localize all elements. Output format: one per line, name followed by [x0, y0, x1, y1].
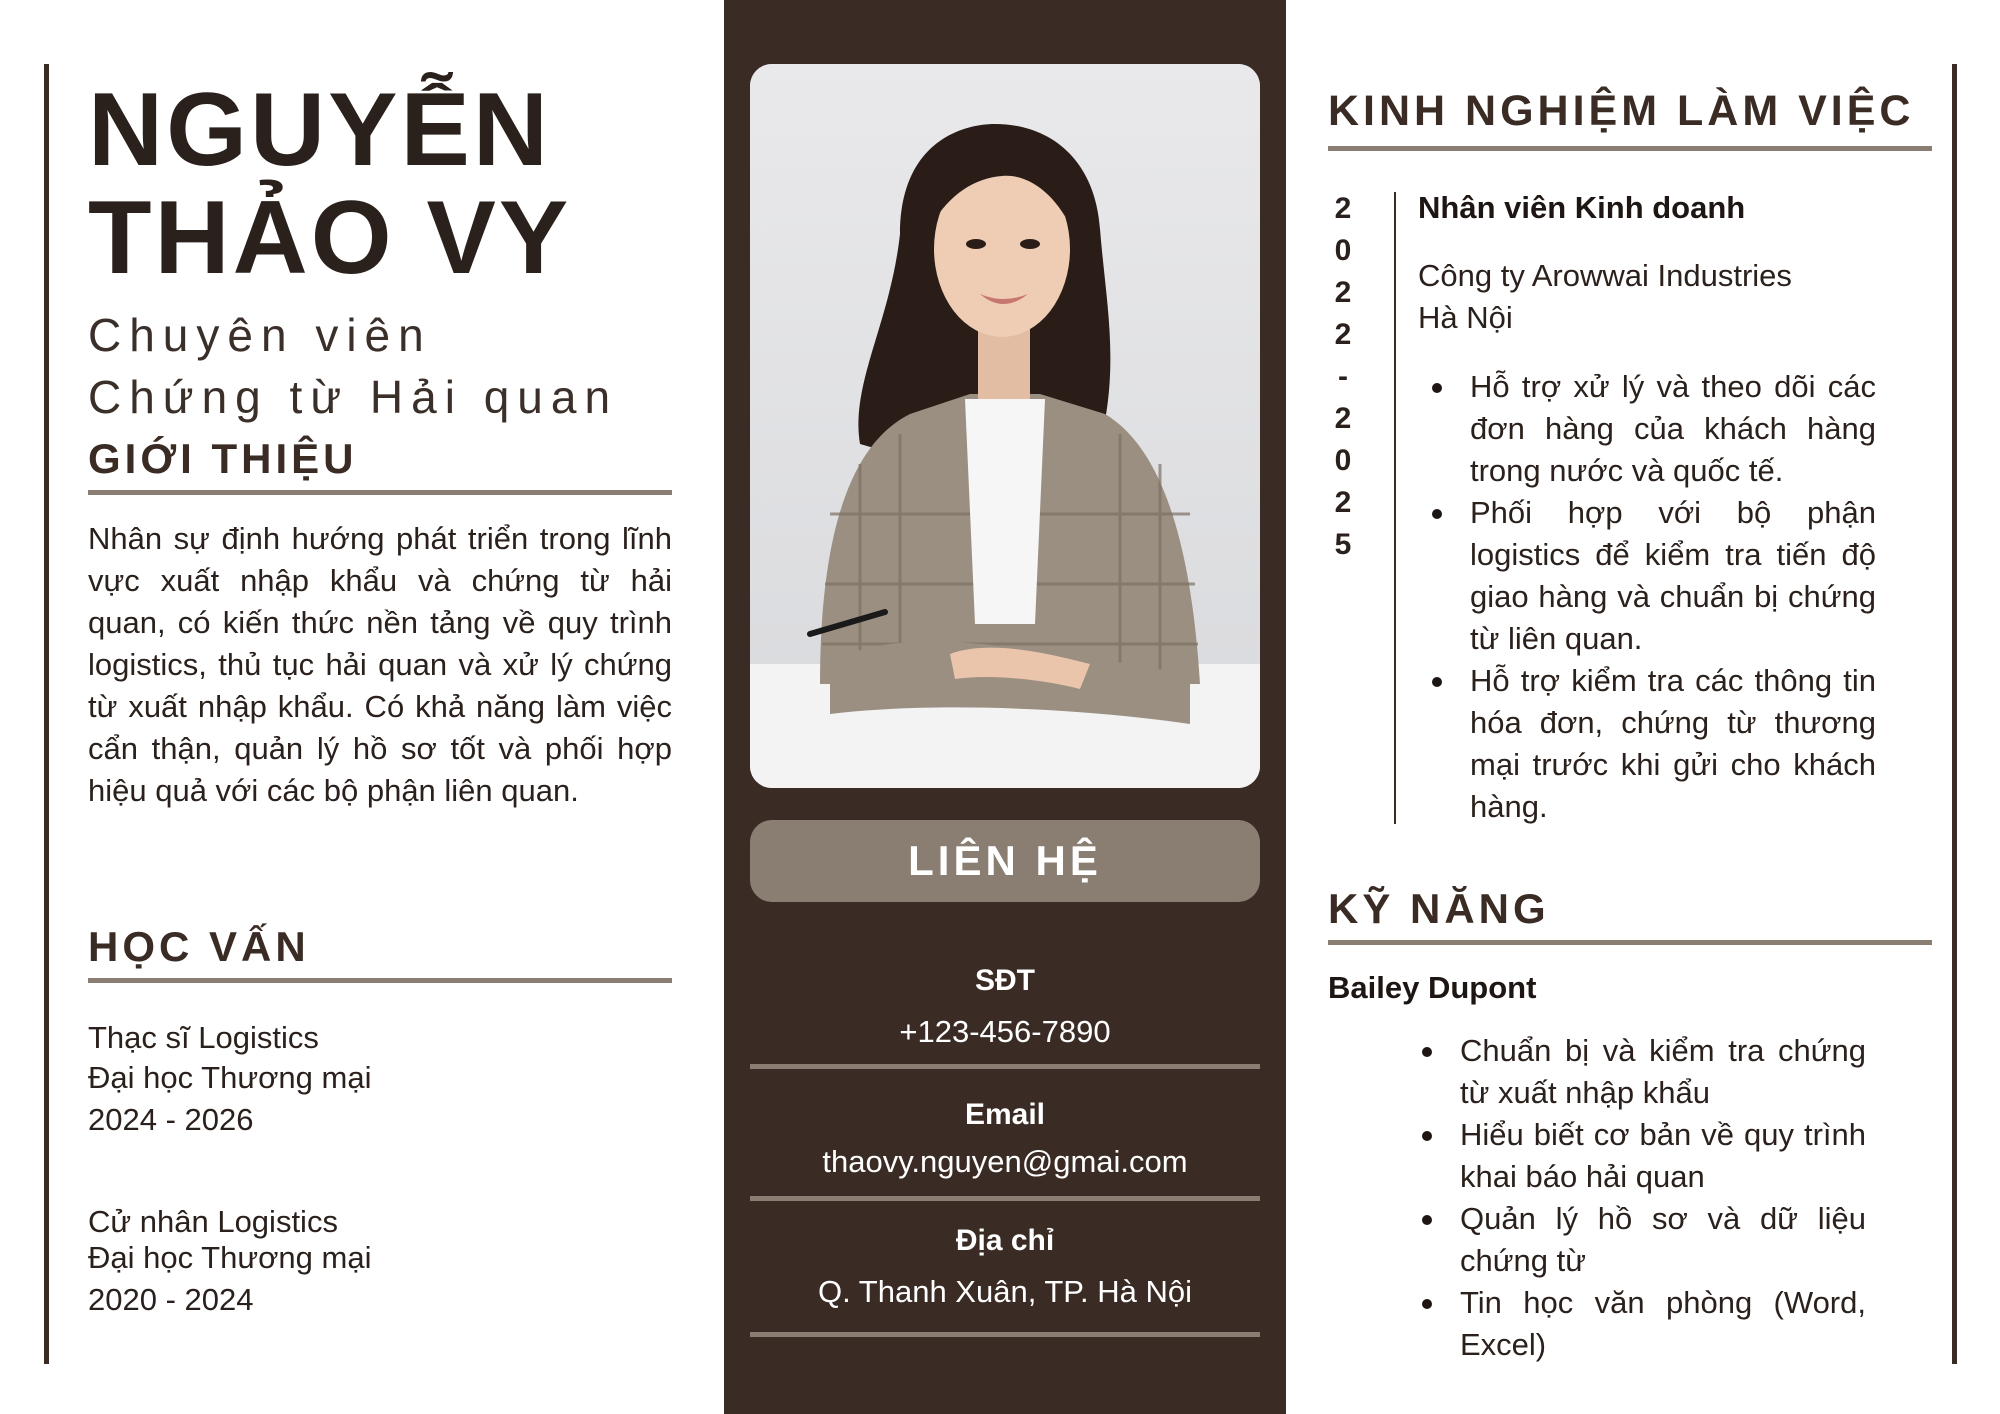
year-char: 2 — [1334, 318, 1352, 351]
skills-subtitle: Bailey Dupont — [1328, 970, 1537, 1005]
intro-text: Nhân sự định hướng phát triển trong lĩnh vực xuất nhập khẩu và chứng từ hải quan, có kiến thức nền tảng về quy trình logistics, thủ tục hải quan và xử lý chứng từ xuất nhập khẩu. Có khả năng làm việc cẩn thận, quản lý hồ sơ tốt và phối hợp hiệu quả với các bộ phận liên quan. — [88, 521, 672, 808]
job-title: Nhân viên Kinh doanh — [1418, 190, 1746, 225]
year-char: 2 — [1334, 486, 1352, 519]
skills-title: KỸ NĂNG — [1328, 885, 1550, 932]
experience-title: KINH NGHIỆM LÀM VIỆC — [1328, 87, 1915, 135]
phone-value[interactable]: +123-456-7890 — [899, 1014, 1111, 1049]
list-item: Hỗ trợ xử lý và theo dõi các đơn hàng của khách hàng trong nước và quốc tế. — [1418, 366, 1876, 492]
contact-header: LIÊN HỆ — [750, 820, 1260, 902]
contact-divider — [750, 1332, 1260, 1337]
role-line-1: Chuyên viên — [88, 309, 432, 361]
list-item: Chuẩn bị và kiểm tra chứng từ xuất nhập khẩu — [1408, 1030, 1866, 1114]
list-item: Hỗ trợ kiểm tra các thông tin hóa đơn, chứng từ thương mại trước khi gửi cho khách hàng. — [1418, 660, 1876, 828]
education-degree: Thạc sĩ Logistics — [88, 1020, 319, 1055]
year-char: 2 — [1334, 192, 1352, 225]
list-item: Phối hợp với bộ phận logistics để kiểm tra tiến độ giao hàng và chuẩn bị chứng từ liên quan. — [1418, 492, 1876, 660]
email-value[interactable]: thaovy.nguyen@gmai.com — [822, 1144, 1188, 1179]
role-line-2: Chứng từ Hải quan — [88, 371, 619, 423]
skills-rule — [1328, 940, 1932, 945]
contact-divider — [750, 1196, 1260, 1201]
profile-photo — [750, 64, 1260, 788]
job-location: Hà Nội — [1418, 300, 1513, 335]
list-item: Quản lý hồ sơ và dữ liệu chứng từ — [1408, 1198, 1866, 1282]
year-char: 2 — [1334, 276, 1352, 309]
education-years: 2020 - 2024 — [88, 1282, 254, 1317]
education-school: Đại học Thương mại — [88, 1240, 372, 1275]
education-degree: Cử nhân Logistics — [88, 1204, 338, 1239]
phone-label: SĐT — [975, 964, 1035, 997]
name-line-1: NGUYỄN — [88, 72, 551, 188]
education-school: Đại học Thương mại — [88, 1060, 372, 1095]
experience-divider — [1394, 192, 1396, 824]
year-char: 2 — [1334, 402, 1352, 435]
experience-bullets — [1418, 366, 1876, 828]
company-name: Công ty Arowwai Industries — [1418, 258, 1792, 293]
address-value: Q. Thanh Xuân, TP. Hà Nội — [818, 1274, 1192, 1309]
experience-rule — [1328, 146, 1932, 151]
email-label: Email — [964, 1098, 1046, 1131]
year-char: 0 — [1334, 234, 1352, 267]
address-label: Địa chỉ — [955, 1224, 1055, 1257]
education-title: HỌC VẤN — [88, 923, 310, 970]
year-char: 0 — [1334, 444, 1352, 477]
education-rule — [88, 978, 672, 983]
right-edge-bar — [1952, 64, 1957, 1364]
list-item: Tin học văn phòng (Word, Excel) — [1408, 1282, 1866, 1366]
year-char: - — [1338, 360, 1348, 393]
contact-divider — [750, 1064, 1260, 1069]
year-char: 5 — [1334, 528, 1352, 561]
intro-title: GIỚI THIỆU — [88, 435, 358, 482]
list-item: Hiểu biết cơ bản về quy trình khai báo hải quan — [1408, 1114, 1866, 1198]
left-edge-bar — [44, 64, 49, 1364]
intro-rule — [88, 490, 672, 495]
skills-bullets — [1408, 1030, 1866, 1366]
name-line-2: THẢO VY — [88, 180, 572, 296]
education-years: 2024 - 2026 — [88, 1102, 254, 1137]
